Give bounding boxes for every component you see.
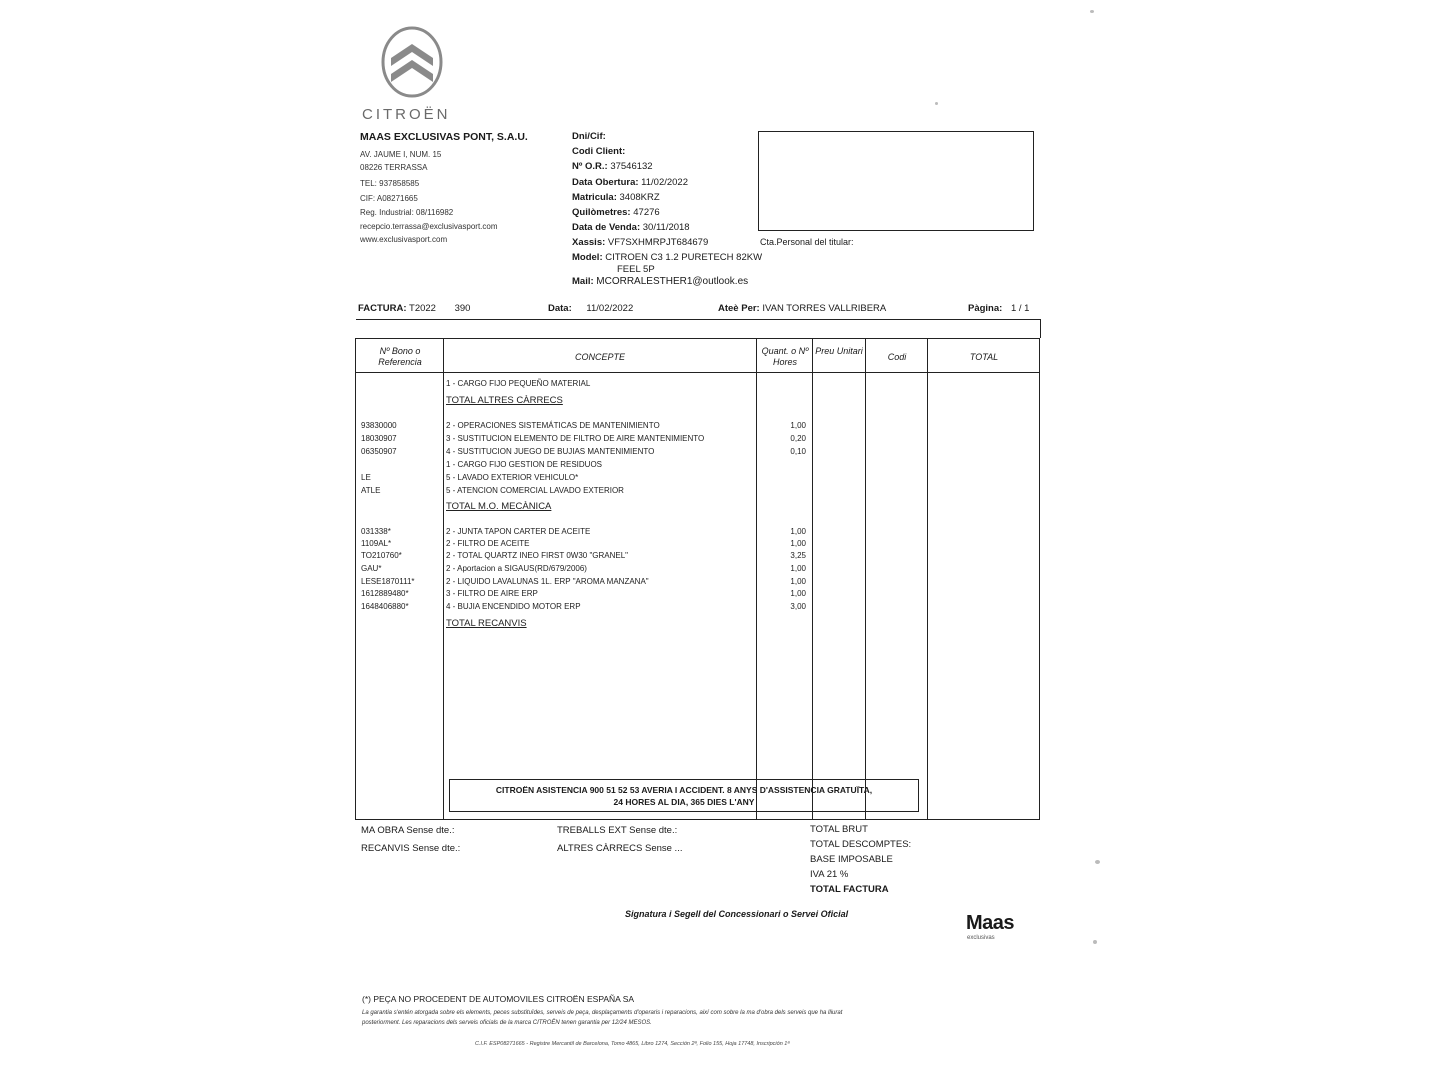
table-row-desc: 5 - ATENCION COMERCIAL LAVADO EXTERIOR: [446, 486, 624, 495]
company-address-line: 08226 TERRASSA: [360, 163, 428, 172]
assistance-banner: [449, 779, 919, 812]
table-row-desc: 3 - SUSTITUCION ELEMENTO DE FILTRO DE AIRE MANTENIMIENTO: [446, 434, 705, 443]
client-address-box: [758, 131, 1034, 231]
table-row-desc: 2 - TOTAL QUARTZ INEO FIRST 0W30 "GRANEL": [446, 551, 629, 560]
table-row-qty: 0,10: [790, 447, 806, 456]
page-value: 1 / 1: [1010, 303, 1030, 314]
date-label: Data:: [548, 303, 572, 314]
table-row-ref: 031338*: [361, 527, 391, 536]
attended-value: IVAN TORRES VALLRIBERA: [762, 303, 887, 314]
scan-speck: [935, 102, 938, 105]
plate-label: Matricula:: [572, 192, 617, 203]
column-divider: [443, 339, 444, 819]
chassis-field: [572, 237, 708, 248]
km-field: [572, 207, 660, 218]
table-row-qty: 3,25: [790, 551, 806, 560]
sale-date-field: [572, 222, 690, 233]
invoice-date: [548, 303, 633, 314]
divider: [1040, 319, 1041, 338]
col-header-ref: Nº Bono o Referencia: [378, 346, 422, 367]
factura-label: FACTURA:: [358, 303, 407, 314]
warranty-text: posteriorment. Les reparacions dels serveis oficials de la marca CITROËN tenen garantia per 12/24 MESOS.: [362, 1020, 652, 1026]
subtotal-parts: TOTAL RECANVIS: [446, 618, 527, 629]
plate-field: [572, 192, 660, 203]
parts-no-discount: RECANVIS Sense dte.:: [361, 843, 461, 854]
subtotal-labour: TOTAL M.O. MECÀNICA: [446, 501, 552, 512]
date-value: 11/02/2022: [586, 303, 634, 314]
header-divider: [356, 372, 1039, 373]
page-label: Pàgina:: [968, 303, 1003, 314]
attended-by: [718, 303, 886, 314]
citroen-chevron-icon: [381, 26, 443, 98]
invoice-number: [358, 303, 470, 314]
dni-label: Dni/Cif:: [572, 131, 606, 142]
invoice-table: [355, 338, 1040, 820]
non-original-part-note: (*) PEÇA NO PROCEDENT DE AUTOMOVILES CITROËN ESPAÑA SA: [362, 994, 635, 1004]
col-header-unit-price: Preu Unitari: [815, 346, 863, 356]
col-header-total: TOTAL: [969, 352, 999, 362]
company-name: MAAS EXCLUSIVAS PONT, S.A.U.: [360, 131, 528, 143]
column-divider: [927, 339, 928, 819]
table-row-desc: 2 - FILTRO DE ACEITE: [446, 539, 530, 548]
table-row-ref: TO210760*: [361, 551, 402, 560]
or-label: Nº O.R.:: [572, 161, 608, 172]
registry-line: C.I.F. ESP08271665 - Registre Mercantil de Barcelona, Tomo 4865, Libro 1274, Sección 2ª, Folio 155, Hoja 17748, Inscripción 1ª: [475, 1041, 790, 1047]
company-cif: CIF: A08271665: [360, 194, 418, 203]
sale-date-value: 30/11/2018: [642, 222, 690, 233]
plate-value: 3408KRZ: [619, 192, 660, 203]
total-invoice-label: TOTAL FACTURA: [810, 884, 889, 895]
sale-date-label: Data de Venda:: [572, 222, 641, 233]
labour-no-discount: MA OBRA Sense dte.:: [361, 825, 455, 836]
col-header-qty: Quant. o Nº Hores: [761, 346, 809, 367]
table-row-desc: 2 - LIQUIDO LAVALUNAS 1L. ERP "AROMA MANZANA": [446, 577, 649, 586]
taxable-base-label: BASE IMPOSABLE: [810, 854, 893, 865]
table-row-ref: ATLE: [361, 486, 381, 495]
scan-speck: [1093, 940, 1097, 944]
table-row-qty: 3,00: [790, 602, 806, 611]
table-row-ref: 93830000: [361, 421, 397, 430]
divider: [356, 319, 1040, 320]
table-row-desc: 4 - SUSTITUCION JUEGO DE BUJIAS MANTENIMIENTO: [446, 447, 655, 456]
table-row-qty: 1,00: [790, 421, 806, 430]
model-field: [572, 252, 762, 263]
factura-series: T2022: [409, 303, 436, 314]
col-header-code: Codi: [887, 352, 907, 362]
page-indicator: [968, 303, 1029, 314]
table-row-desc: 2 - Aportacion a SIGAUS(RD/679/2006): [446, 564, 587, 573]
table-row-ref: 1109AL*: [361, 539, 392, 548]
or-value: 37546132: [610, 161, 653, 172]
other-charges-no-discount: ALTRES CÀRRECS Sense ...: [557, 843, 683, 854]
or-field: [572, 161, 653, 172]
total-gross-label: TOTAL BRUT: [810, 824, 868, 835]
scan-speck: [1090, 10, 1094, 13]
vat-label: IVA 21 %: [810, 869, 849, 880]
scan-speck: [1095, 860, 1100, 864]
factura-number: 390: [454, 303, 471, 314]
dealer-logo-sub: exclusivas: [967, 935, 995, 941]
table-row-qty: 1,00: [790, 527, 806, 536]
table-row-ref: LE: [361, 473, 371, 482]
table-row-desc: 2 - JUNTA TAPON CARTER DE ACEITE: [446, 527, 591, 536]
company-registry: Reg. Industrial: 08/116982: [360, 208, 454, 217]
company-phone: TEL: 937858585: [360, 179, 420, 188]
table-row-ref: 1612889480*: [361, 589, 409, 598]
subtotal-other-charges: TOTAL ALTRES CÀRRECS: [446, 395, 563, 406]
chassis-value: VF7SXHMRPJT684679: [607, 237, 709, 248]
chassis-label: Xassis:: [572, 237, 606, 248]
column-divider: [812, 339, 813, 819]
table-row-ref: 06350907: [361, 447, 397, 456]
citroen-logo: [381, 26, 443, 98]
signature-label: Signatura i Segell del Concessionari o Servei Oficial: [625, 909, 849, 919]
table-row-qty: 1,00: [790, 539, 806, 548]
table-row-desc: 3 - FILTRO DE AIRE ERP: [446, 589, 538, 598]
table-row-desc: 5 - LAVADO EXTERIOR VEHICULO*: [446, 473, 579, 482]
table-row-desc: 1 - CARGO FIJO GESTION DE RESIDUOS: [446, 460, 603, 469]
external-work-no-discount: TREBALLS EXT Sense dte.:: [557, 825, 678, 836]
column-divider: [865, 339, 866, 819]
mail-label: Mail:: [572, 276, 594, 287]
brand-wordmark: CITROËN: [362, 106, 451, 123]
model-label: Model:: [572, 252, 603, 263]
km-value: 47276: [633, 207, 660, 218]
mail-value: MCORRALESTHER1@outlook.es: [596, 276, 749, 287]
table-row-qty: 0,20: [790, 434, 806, 443]
attended-label: Ateè Per:: [718, 303, 760, 314]
company-address-line: AV. JAUME I, NUM. 15: [360, 150, 442, 159]
assistance-line: CITROËN ASISTENCIA 900 51 52 53 AVERIA I ACCIDENT. 8 ANYS D'ASSISTENCIA GRATUÏTA,: [495, 785, 873, 795]
company-website: www.exclusivasport.com: [360, 235, 448, 244]
table-row-desc: 1 - CARGO FIJO PEQUEÑO MATERIAL: [446, 379, 591, 388]
model-variant: FEEL 5P: [617, 264, 655, 275]
table-row-desc: 2 - OPERACIONES SISTEMÁTICAS DE MANTENIMIENTO: [446, 421, 660, 430]
table-row-ref: LESE1870111*: [361, 577, 415, 586]
titular-account-label: Cta.Personal del titular:: [760, 237, 854, 247]
table-row-qty: 1,00: [790, 564, 806, 573]
table-row-ref: 1648406880*: [361, 602, 409, 611]
company-email: recepcio.terrassa@exclusivasport.com: [360, 222, 498, 231]
open-date-field: [572, 177, 688, 188]
warranty-text: La garantia s'entén atorgada sobre els elements, peces substituïdes, serveis de peça, desplaçaments d'operaris i reparacions, així com sobre la ma d'obra dels serveis que ha lliurat: [362, 1010, 843, 1016]
total-discounts-label: TOTAL DESCOMPTES:: [810, 839, 912, 850]
km-label: Quilòmetres:: [572, 207, 631, 218]
table-row-qty: 1,00: [790, 589, 806, 598]
open-date-label: Data Obertura:: [572, 177, 639, 188]
dealer-logo: Maas: [966, 912, 1015, 934]
mail-field: [572, 276, 748, 287]
table-row-ref: GAU*: [361, 564, 382, 573]
table-row-ref: 18030907: [361, 434, 397, 443]
table-row-qty: 1,00: [790, 577, 806, 586]
model-value: CITROEN C3 1.2 PURETECH 82KW: [605, 252, 763, 263]
client-code-label: Codi Client:: [572, 146, 626, 157]
table-row-desc: 4 - BUJIA ENCENDIDO MOTOR ERP: [446, 602, 581, 611]
open-date-value: 11/02/2022: [641, 177, 688, 188]
assistance-line: 24 HORES AL DIA, 365 DIES L'ANY: [613, 797, 755, 807]
col-header-concept: CONCEPTE: [574, 352, 625, 362]
